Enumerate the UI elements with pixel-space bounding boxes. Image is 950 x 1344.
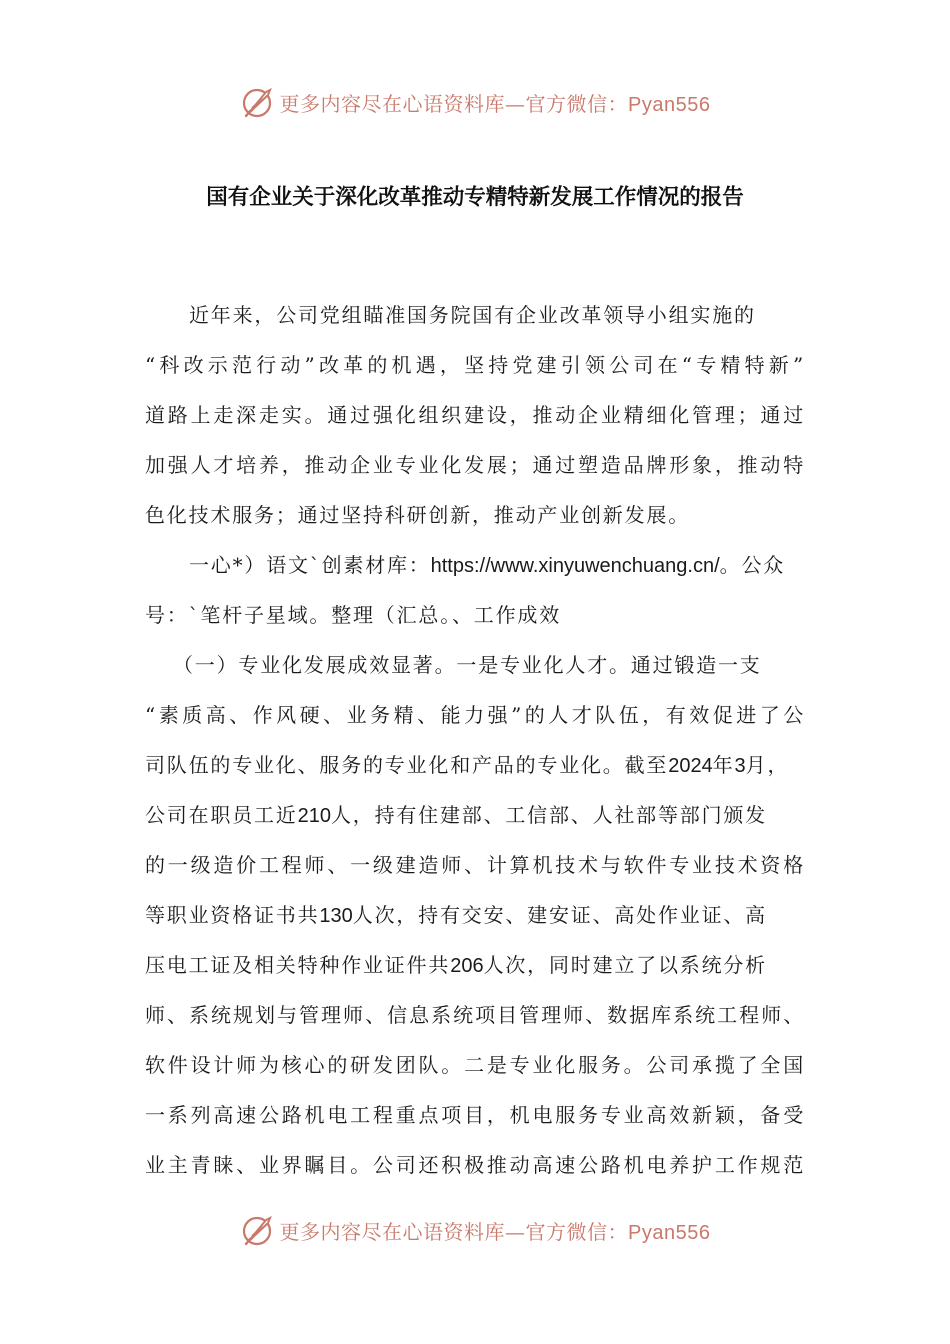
- header-banner-cn: 更多内容尽在心语资料库—官方微信：: [279, 91, 629, 116]
- paragraph-line: 师、系统规划与管理师、信息系统项目管理师、数据库系统工程师、: [145, 1003, 805, 1027]
- paragraph-line: 加强人才培养，推动企业专业化发展；通过塑造品牌形象，推动特: [145, 453, 805, 477]
- footer-banner-cn: 更多内容尽在心语资料库—官方微信：: [279, 1219, 629, 1244]
- paragraph-line: [145, 740, 805, 790]
- paragraph-line: [145, 540, 805, 590]
- paragraph-line: [145, 940, 805, 990]
- paragraph-line: 的一级造价工程师、一级建造师、计算机技术与软件专业技术资格: [145, 853, 805, 877]
- line-text: 司队伍的专业化、服务的专业化和产品的专业化。截至: [145, 753, 669, 777]
- paragraph-line: [145, 890, 805, 940]
- source-url-text: https://www.xinyuwenchuang.cn/: [430, 555, 720, 577]
- footer-banner-wechat-id: Pyan556: [628, 1221, 711, 1244]
- line-text: 公司在职员工近: [145, 803, 298, 827]
- paragraph-line: （一）专业化发展成效显著。一是专业化人才。通过锻造一支: [173, 653, 762, 677]
- paragraph-line: [145, 790, 805, 840]
- header-banner-wechat-id: Pyan556: [628, 93, 711, 116]
- quill-pen-circle-icon: [240, 84, 276, 120]
- paragraph-line: 号：`笔杆子星域。整理（汇总。、工作成效: [145, 603, 561, 627]
- document-title: 国有企业关于深化改革推动专精特新发展工作情况的报告: [206, 185, 744, 210]
- paragraph-line: 一系列高速公路机电工程重点项目，机电服务专业高效新颖，备受: [145, 1103, 805, 1127]
- line-text: 人次，同时建立了以系统分析: [483, 953, 767, 977]
- certificate-count-number: 130: [319, 905, 353, 927]
- paragraph-line: 道路上走深走实。通过强化组织建设，推动企业精细化管理；通过: [145, 403, 805, 427]
- staff-count-number: 210: [297, 805, 331, 827]
- special-certificate-count-number: 206: [450, 955, 484, 977]
- line-text: 压电工证及相关特种作业证件共: [145, 953, 451, 977]
- paragraph-line: “科改示范行动”改革的机遇，坚持党建引领公司在“专精特新”: [145, 353, 805, 377]
- paragraph-line: 业主青睐、业界瞩目。公司还积极推动高速公路机电养护工作规范: [145, 1153, 805, 1177]
- footer-banner-text: [280, 1216, 711, 1245]
- year-number: 2024: [668, 755, 713, 777]
- header-watermark-banner: [0, 82, 950, 122]
- header-banner-text: [280, 88, 711, 117]
- line-text: 月，: [745, 753, 790, 777]
- paragraph-line: “素质高、作风硬、业务精、能力强”的人才队伍，有效促进了公: [145, 703, 805, 727]
- footer-watermark-banner: [0, 1210, 950, 1250]
- quill-pen-circle-icon: [240, 1212, 276, 1248]
- document-body: [145, 290, 805, 1190]
- line-text: 人次，持有交安、建安证、高处作业证、高: [352, 903, 767, 927]
- line-text: 等职业资格证书共: [145, 903, 320, 927]
- line-text: 人，持有住建部、工信部、人社部等部门颁发: [330, 803, 767, 827]
- line-text: 。公众: [719, 553, 786, 577]
- line-text: 年: [712, 753, 735, 777]
- line-text: 一心*）语文`创素材库：: [189, 553, 431, 577]
- paragraph-line: 色化技术服务；通过坚持科研创新，推动产业创新发展。: [145, 503, 690, 527]
- paragraph-line: 软件设计师为核心的研发团队。二是专业化服务。公司承揽了全国: [145, 1053, 805, 1077]
- paragraph-line: 近年来，公司党组瞄准国务院国有企业改革领导小组实施的: [189, 303, 756, 327]
- month-number: 3: [734, 755, 746, 777]
